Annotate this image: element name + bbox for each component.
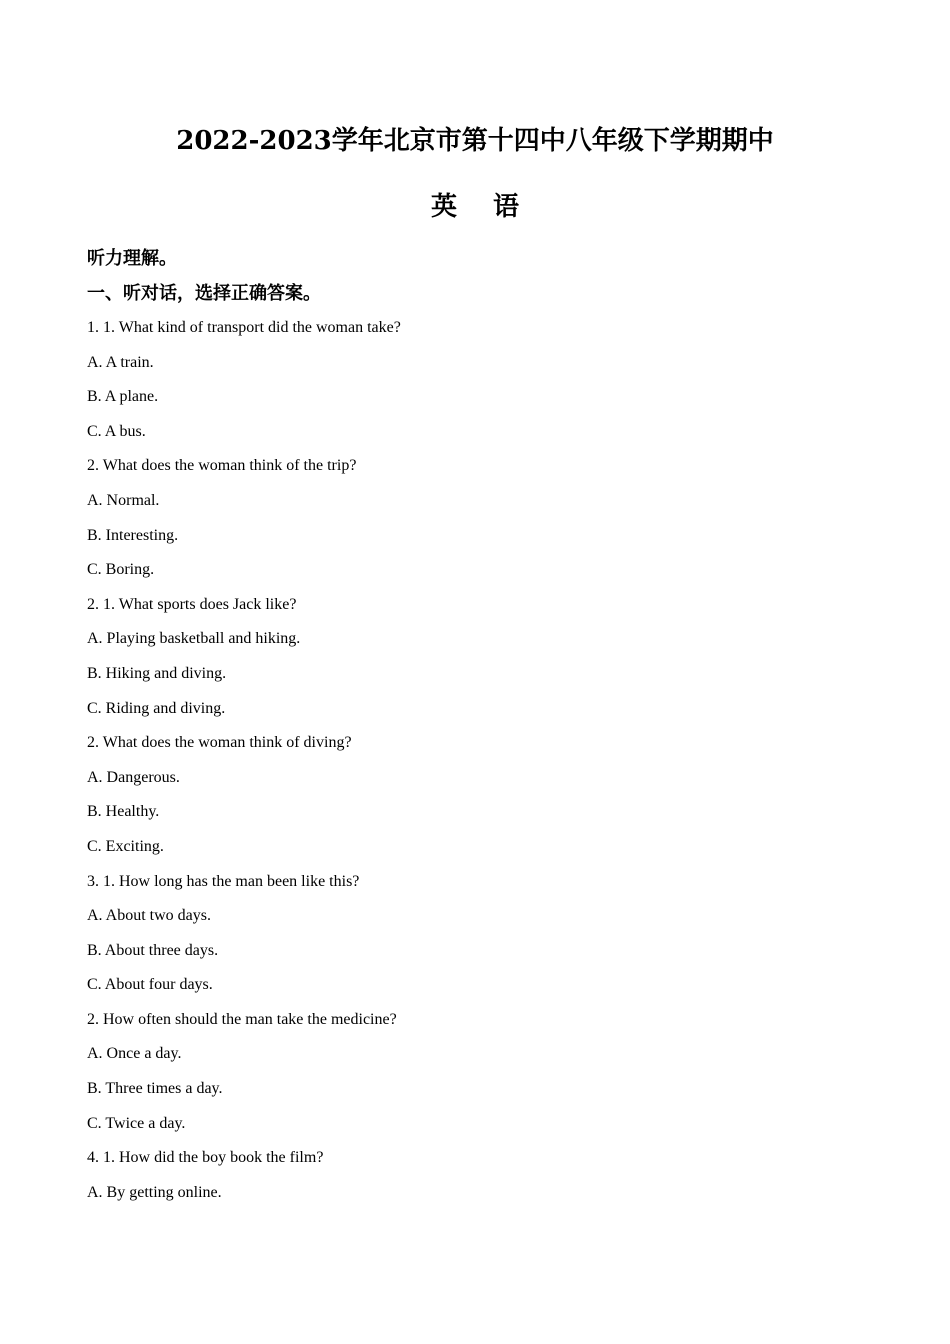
section-heading: 听力理解。 — [87, 248, 177, 269]
option-line: A. Dangerous. — [87, 768, 180, 786]
question-line: 2. What does the woman think of the trip? — [87, 457, 357, 475]
question-line: 2. What does the woman think of diving? — [87, 734, 352, 752]
option-line: B. Interesting. — [87, 526, 179, 544]
option-line: A. A train. — [87, 353, 154, 371]
question-line: 2. How often should the man take the medicine? — [87, 1010, 397, 1028]
option-line: C. About four days. — [87, 976, 213, 994]
page-title: 2022-2023学年北京市第十四中八年级下学期期中 — [176, 126, 774, 156]
option-line: C. Exciting. — [87, 837, 164, 855]
option-line: B. Three times a day. — [87, 1080, 223, 1098]
option-line: A. Normal. — [87, 491, 160, 509]
part-heading: 一、听对话，选择正确答案。 — [87, 283, 321, 304]
question-line: 1. 1. What kind of transport did the woman take? — [87, 319, 401, 336]
option-line: C. Riding and diving. — [87, 699, 226, 717]
subject-title: 英语 — [430, 192, 555, 222]
question-line: 3. 1. How long has the man been like this? — [87, 872, 360, 890]
question-line: 2. 1. What sports does Jack like? — [87, 595, 297, 613]
option-line: B. About three days. — [87, 941, 219, 959]
option-line: A. By getting online. — [87, 1183, 222, 1201]
option-line: B. Healthy. — [87, 803, 160, 821]
question-line: 4. 1. How did the boy book the film? — [87, 1149, 324, 1167]
option-line: A. About two days. — [87, 907, 211, 925]
question-content — [87, 246, 867, 1215]
option-line: C. Boring. — [87, 561, 155, 579]
option-line: A. Playing basketball and hiking. — [87, 630, 301, 648]
option-line: C. A bus. — [87, 422, 146, 440]
option-line: C. Twice a day. — [87, 1114, 186, 1132]
option-line: A. Once a day. — [87, 1045, 182, 1063]
option-line: B. Hiking and diving. — [87, 664, 227, 682]
option-line: B. A plane. — [87, 388, 159, 406]
